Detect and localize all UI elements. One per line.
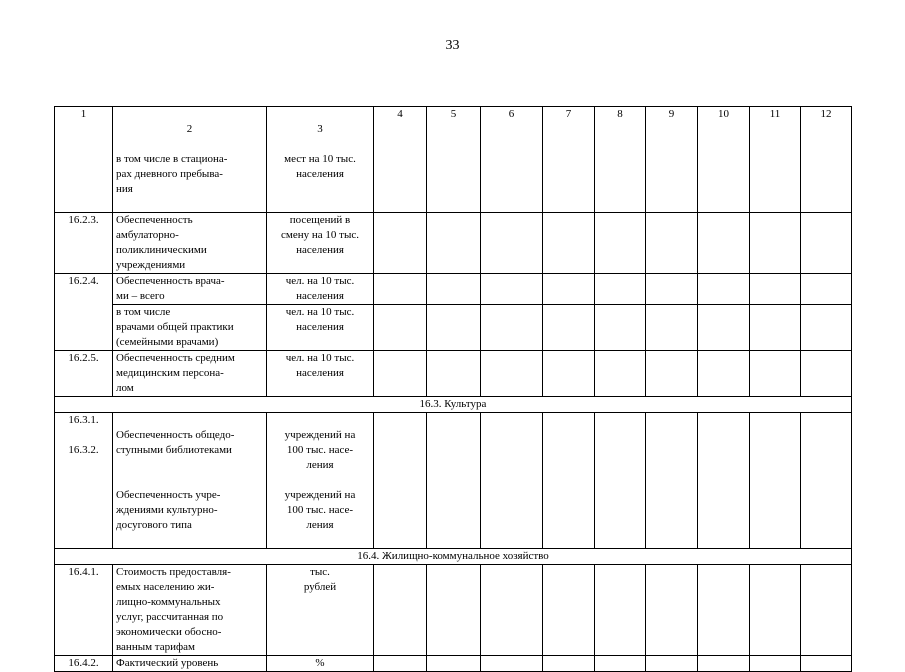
value-cell xyxy=(595,305,646,351)
indicator-name: Обеспеченность амбулаторно- поликлиническими учреждениями xyxy=(113,213,267,274)
indicator-name: Стоимость предоставля- емых населению жи- лищно-коммунальных услуг, рассчитанная по экономически обосно- ванным тарифам xyxy=(113,565,267,656)
value-cell xyxy=(801,351,852,397)
unit-cell: тыс. рублей xyxy=(267,565,374,656)
header-col-6: 6 xyxy=(481,107,543,213)
value-cell xyxy=(543,351,595,397)
value-cell xyxy=(543,565,595,656)
table-row xyxy=(55,107,852,213)
unit-cell: чел. на 10 тыс. населения xyxy=(267,274,374,305)
value-cell xyxy=(750,656,801,672)
value-cell xyxy=(698,213,750,274)
value-cell xyxy=(646,213,698,274)
value-cell xyxy=(646,351,698,397)
value-cell xyxy=(698,351,750,397)
value-cell xyxy=(427,213,481,274)
value-cell xyxy=(698,305,750,351)
header-col-8: 8 xyxy=(595,107,646,213)
value-cell xyxy=(543,213,595,274)
section-title-culture: 16.3. Культура xyxy=(55,397,852,413)
header-col-1: 1 xyxy=(55,107,113,213)
row-number: 16.2.4. xyxy=(55,274,113,351)
value-cell xyxy=(750,413,801,549)
value-cell xyxy=(646,305,698,351)
section-row xyxy=(55,397,852,413)
value-cell xyxy=(595,413,646,549)
value-cell xyxy=(427,305,481,351)
value-cell xyxy=(374,351,427,397)
table-row xyxy=(55,565,852,656)
value-cell xyxy=(481,351,543,397)
value-cell xyxy=(481,565,543,656)
value-cell xyxy=(801,656,852,672)
unit-cell: посещений в смену на 10 тыс. населения xyxy=(267,213,374,274)
table-row xyxy=(55,213,852,274)
value-cell xyxy=(646,274,698,305)
value-cell xyxy=(646,565,698,656)
indicator-name: Фактический уровень xyxy=(113,656,267,672)
value-cell xyxy=(750,213,801,274)
value-cell xyxy=(646,413,698,549)
value-cell xyxy=(427,565,481,656)
value-cell xyxy=(801,565,852,656)
value-cell xyxy=(427,413,481,549)
value-cell xyxy=(543,413,595,549)
unit-cell: % xyxy=(267,656,374,672)
unit-cell: чел. на 10 тыс. населения xyxy=(267,305,374,351)
value-cell xyxy=(750,565,801,656)
unit-text: мест на 10 тыс. населения xyxy=(284,153,356,180)
table-row xyxy=(55,305,852,351)
value-cell xyxy=(374,413,427,549)
header-col-5: 5 xyxy=(427,107,481,213)
value-cell xyxy=(374,213,427,274)
unit-cell: учреждений на 100 тыс. насе- ления учреждений на 100 тыс. насе- ления xyxy=(267,413,374,549)
row-number: 16.3.1. 16.3.2. xyxy=(55,413,113,549)
value-cell xyxy=(595,351,646,397)
row-number: 16.4.1. xyxy=(55,565,113,656)
value-cell xyxy=(374,274,427,305)
table-row xyxy=(55,656,852,672)
indicator-name-text: в том числе в стациона- рах дневного пребыва- ния xyxy=(116,153,228,195)
header-col-2: 2 xyxy=(186,123,193,135)
header-col-9: 9 xyxy=(646,107,698,213)
header-col-4: 4 xyxy=(374,107,427,213)
section-title-housing: 16.4. Жилищно-коммунальное хозяйство xyxy=(55,549,852,565)
header-col-11: 11 xyxy=(750,107,801,213)
value-cell xyxy=(427,274,481,305)
indicator-name: в том числе врачами общей практики (семейными врачами) xyxy=(113,305,267,351)
value-cell xyxy=(543,305,595,351)
indicators-table xyxy=(54,106,852,672)
value-cell xyxy=(481,274,543,305)
value-cell xyxy=(543,656,595,672)
unit-cell: чел. на 10 тыс. населения xyxy=(267,351,374,397)
value-cell xyxy=(801,413,852,549)
unit-cell xyxy=(267,107,374,213)
indicator-name: Обеспеченность общедо- ступными библиотеками Обеспеченность учре- ждениями культурно- досугового типа xyxy=(113,413,267,549)
value-cell xyxy=(750,305,801,351)
row-number: 16.2.3. xyxy=(55,213,113,274)
table-row xyxy=(55,274,852,305)
value-cell xyxy=(698,274,750,305)
value-cell xyxy=(481,305,543,351)
value-cell xyxy=(427,656,481,672)
indicator-name: Обеспеченность средним медицинским персона- лом xyxy=(113,351,267,397)
value-cell xyxy=(374,565,427,656)
value-cell xyxy=(646,656,698,672)
value-cell xyxy=(595,565,646,656)
table-row xyxy=(55,351,852,397)
value-cell xyxy=(595,213,646,274)
value-cell xyxy=(595,274,646,305)
indicator-name: Обеспеченность врача- ми – всего xyxy=(113,274,267,305)
value-cell xyxy=(750,274,801,305)
value-cell xyxy=(427,351,481,397)
value-cell xyxy=(374,305,427,351)
value-cell xyxy=(481,413,543,549)
value-cell xyxy=(595,656,646,672)
row-number: 16.4.2. xyxy=(55,656,113,672)
value-cell xyxy=(481,213,543,274)
table-row xyxy=(55,413,852,549)
value-cell xyxy=(698,656,750,672)
value-cell xyxy=(801,305,852,351)
header-col-3: 3 xyxy=(317,123,323,135)
section-row xyxy=(55,549,852,565)
value-cell xyxy=(698,565,750,656)
header-col-10: 10 xyxy=(698,107,750,213)
value-cell xyxy=(374,656,427,672)
value-cell xyxy=(481,656,543,672)
indicator-name xyxy=(113,107,267,213)
value-cell xyxy=(801,213,852,274)
value-cell xyxy=(543,274,595,305)
value-cell xyxy=(750,351,801,397)
header-col-12: 12 xyxy=(801,107,852,213)
page-number: 33 xyxy=(445,38,460,53)
header-col-7: 7 xyxy=(543,107,595,213)
value-cell xyxy=(801,274,852,305)
row-number: 16.2.5. xyxy=(55,351,113,397)
value-cell xyxy=(698,413,750,549)
